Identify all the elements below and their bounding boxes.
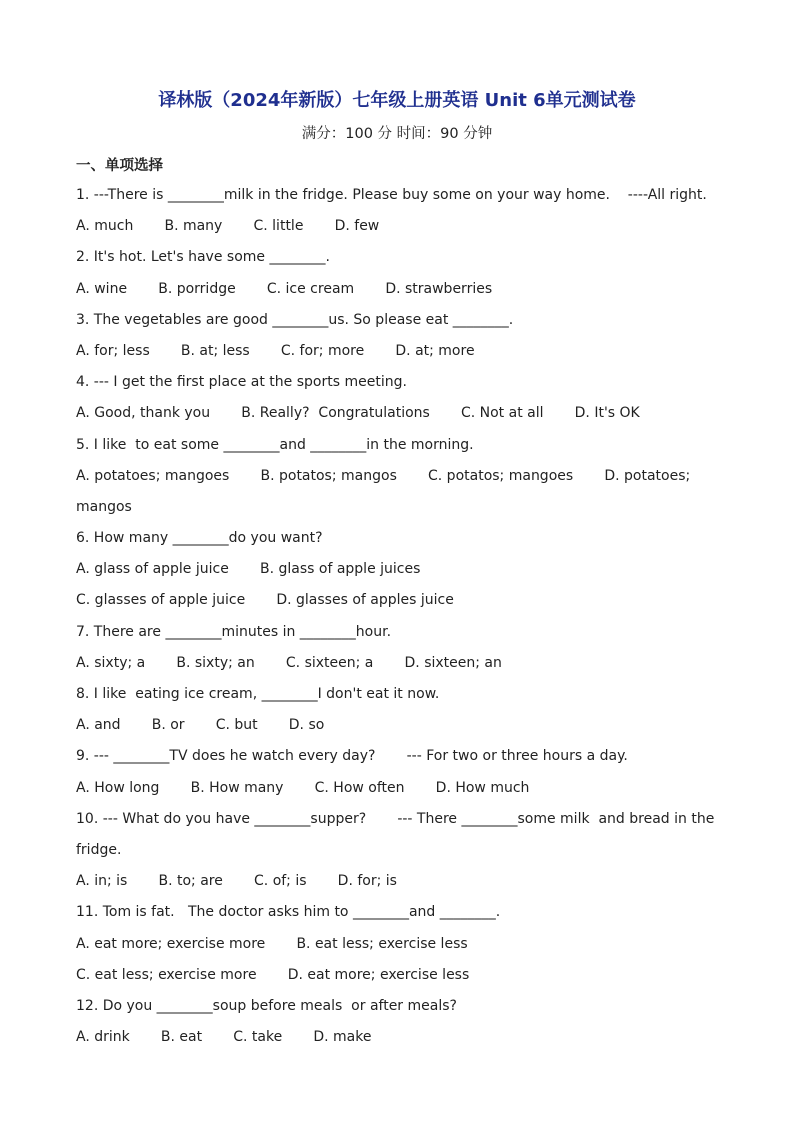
question-line: 4. --- I get the first place at the sports meeting. [76, 374, 407, 391]
question-list [76, 180, 736, 1053]
options-line: A. for; less B. at; less C. for; more D. at; more [76, 342, 475, 359]
question-line: 1. ---There is ________milk in the fridge. Please buy some on your way home. ----All right. [76, 187, 707, 203]
question-line: 3. The vegetables are good ________us. So please eat ________. [76, 311, 514, 328]
question-line: 10. --- What do you have ________supper? --- There ________some milk and bread in the [76, 810, 715, 827]
question-line: 12. Do you ________soup before meals or after meals? [76, 997, 457, 1014]
section-heading: 一、单项选择 [76, 158, 163, 174]
question-line-continued: fridge. [76, 841, 122, 858]
options-line: A. drink B. eat C. take D. make [76, 1029, 372, 1046]
options-line: C. eat less; exercise more D. eat more; exercise less [76, 966, 470, 983]
question-line: 9. --- ________TV does he watch every day? --- For two or three hours a day. [76, 748, 628, 765]
options-line: A. in; is B. to; are C. of; is D. for; is [76, 873, 397, 890]
options-line: A. and B. or C. but D. so [76, 717, 325, 734]
options-line: A. much B. many C. little D. few [76, 218, 380, 235]
document-title: 译林版（2024年新版）七年级上册英语 Unit 6单元测试卷 [158, 90, 636, 111]
options-line: A. Good, thank you B. Really? Congratulations C. Not at all D. It's OK [76, 405, 640, 422]
options-line: A. glass of apple juice B. glass of apple juices [76, 561, 421, 578]
question-line: 8. I like eating ice cream, ________I don't eat it now. [76, 686, 440, 702]
options-line: A. wine B. porridge C. ice cream D. strawberries [76, 280, 493, 297]
options-line: A. How long B. How many C. How often D. How much [76, 779, 530, 796]
options-line: A. potatoes; mangoes B. potatos; mangos C. potatos; mangoes D. potatoes; [76, 467, 691, 484]
options-line: A. sixty; a B. sixty; an C. sixteen; a D. sixteen; an [76, 654, 502, 671]
question-line: 5. I like to eat some ________and ________in the morning. [76, 436, 474, 453]
options-line-continued: mangos [76, 498, 132, 515]
question-line: 2. It's hot. Let's have some ________. [76, 249, 330, 266]
question-line: 11. Tom is fat. The doctor asks him to ________and ________. [76, 904, 501, 921]
options-line: C. glasses of apple juice D. glasses of apples juice [76, 592, 454, 609]
question-line: 7. There are ________minutes in ________hour. [76, 623, 392, 640]
options-line: A. eat more; exercise more B. eat less; exercise less [76, 935, 468, 952]
document-subtitle: 满分：100 分 时间：90 分钟 [301, 126, 493, 142]
question-line: 6. How many ________do you want? [76, 530, 323, 547]
